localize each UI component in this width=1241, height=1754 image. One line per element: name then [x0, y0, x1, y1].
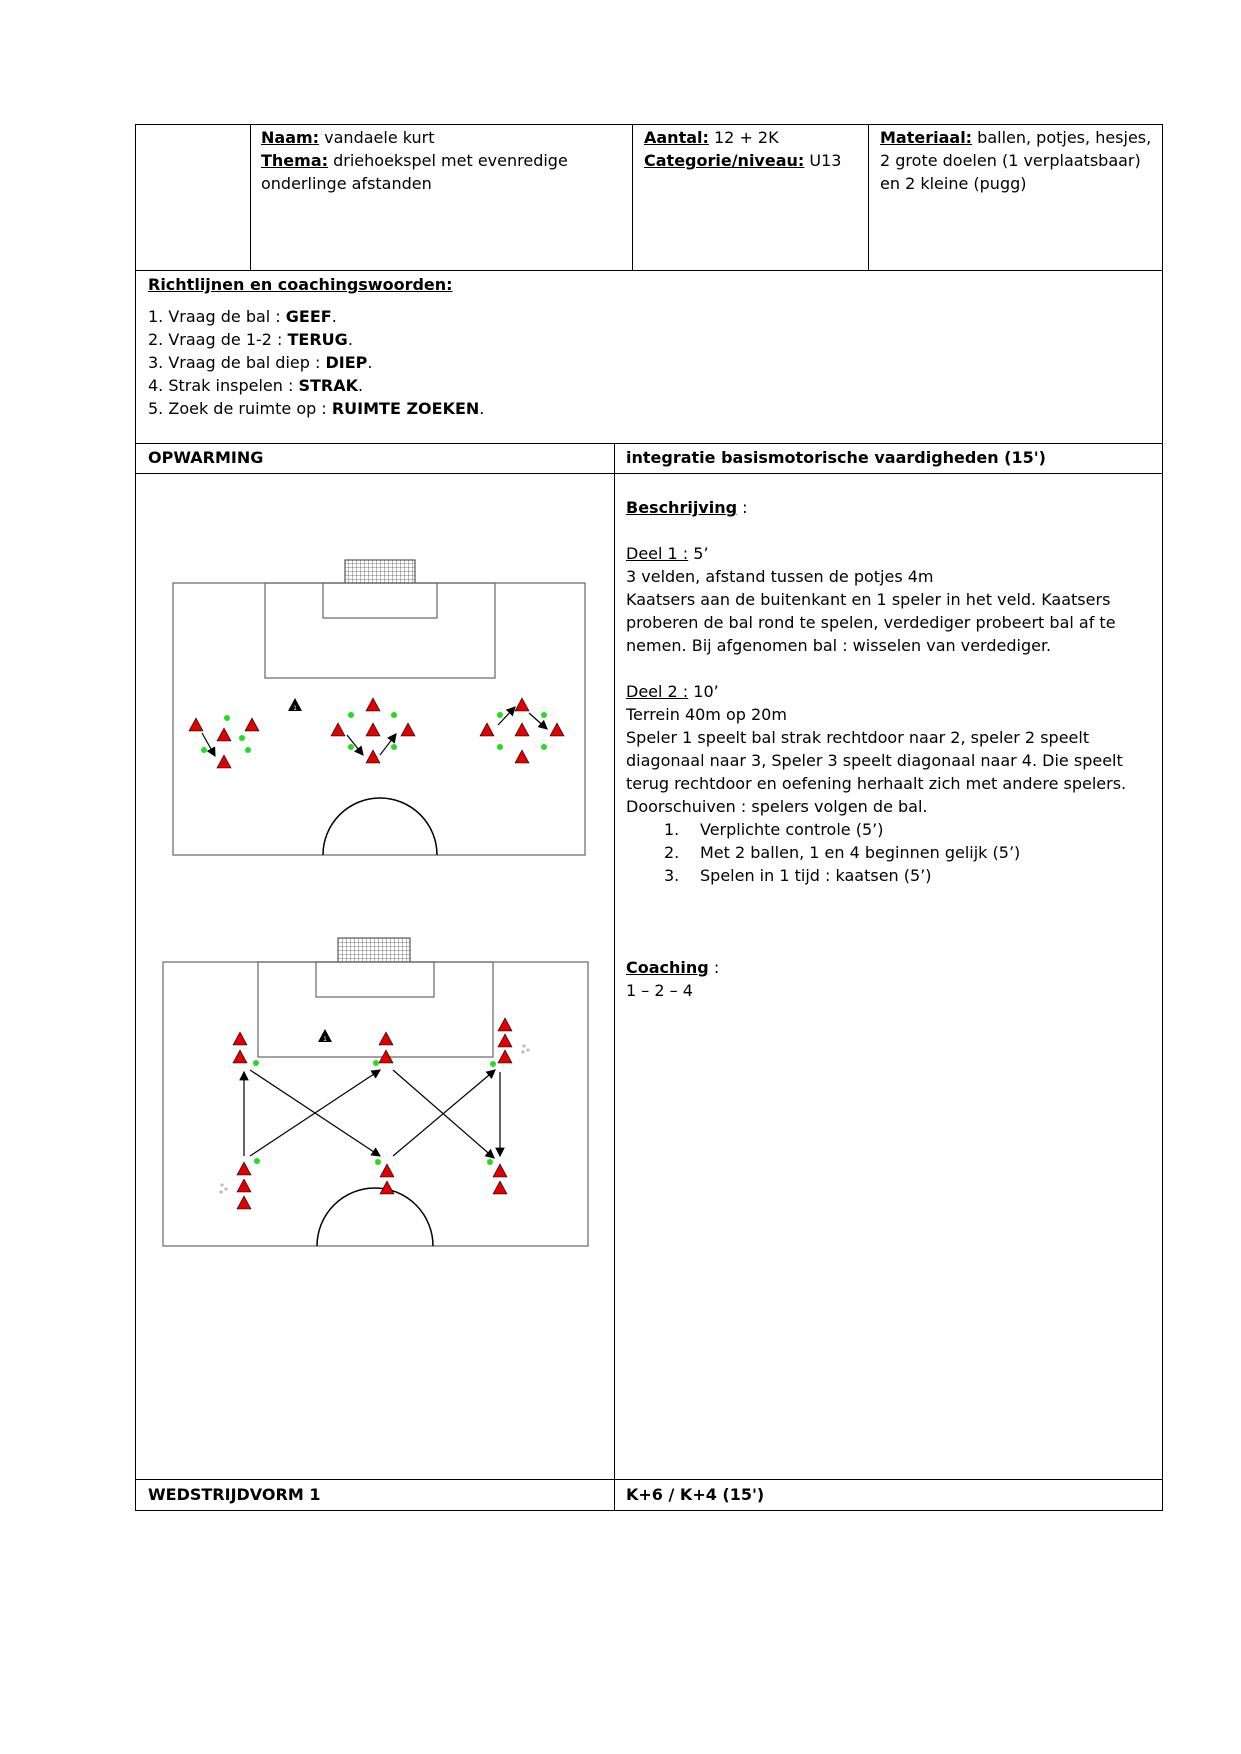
guideline-text: 4. Strak inspelen :	[148, 376, 299, 395]
guideline-keyword: RUIMTE ZOEKEN	[331, 399, 480, 418]
description-colon: :	[737, 498, 748, 517]
table-rule	[135, 443, 1163, 444]
part2-line: Terrein 40m op 20m	[626, 705, 787, 724]
materiaal-label: Materiaal:	[880, 128, 973, 147]
guidelines-section	[148, 273, 1148, 420]
svg-text:1: 1	[323, 1036, 327, 1043]
thema-value: driehoekspel met evenredige onderlinge afstanden	[261, 151, 568, 193]
guideline-end: .	[347, 330, 353, 349]
guideline-end: .	[479, 399, 485, 418]
variants-list: 1. Verplichte controle (5’) 2. Met 2 ballen, 1 en 4 beginnen gelijk (5’) 3. Spelen in 1 tijd : kaatsen (5’)	[664, 820, 1021, 885]
center-circle	[323, 798, 437, 855]
guideline-item	[148, 305, 1148, 328]
materiaal-value: ballen, potjes, hesjes, 2 grote doelen (1 verplaatsbaar) en 2 kleine (pugg)	[880, 128, 1152, 193]
warmup-description	[626, 496, 1156, 1002]
warmup-label: OPWARMING	[148, 448, 264, 467]
guideline-keyword: GEEF	[285, 307, 332, 326]
part2-time: 10’	[688, 682, 719, 701]
coaching-title: Coaching	[626, 958, 709, 977]
guideline-keyword: TERUG	[287, 330, 348, 349]
header-aantal-categorie	[644, 126, 864, 172]
goal-net	[338, 938, 410, 962]
field-outline	[173, 583, 585, 855]
aantal-label: Aantal:	[644, 128, 709, 147]
guidelines-list	[148, 305, 1148, 420]
variant-item: Spelen in 1 tijd : kaatsen (5’)	[700, 866, 932, 885]
cone-column-top-right	[490, 1018, 530, 1067]
svg-text:1: 1	[293, 705, 297, 712]
header-materiaal	[880, 126, 1160, 195]
guideline-item	[148, 328, 1148, 351]
part2-line: Speler 1 speelt bal strak rechtdoor naar 2, speler 2 speelt diagonaal naar 3, Speler 3 speelt diagonaal naar 4. Die speelt terug rechtdoor en oefening herhaalt zich met andere spelers. Doorschuiven : spelers volgen de bal.	[626, 728, 1127, 816]
guideline-item	[148, 397, 1148, 420]
guideline-keyword: STRAK	[298, 376, 358, 395]
goal-area	[323, 583, 437, 618]
categorie-value: U13	[804, 151, 842, 170]
cone-group-2	[331, 698, 415, 763]
guidelines-title: Richtlijnen en coachingswoorden:	[148, 275, 453, 294]
variant-item: Verplichte controle (5’)	[700, 820, 884, 839]
table-rule	[135, 270, 1163, 271]
field-diagram-part1	[160, 555, 600, 865]
guideline-item	[148, 374, 1148, 397]
cone-group-3	[480, 698, 564, 763]
cone-column-top-middle	[373, 1032, 393, 1066]
goal-area	[316, 962, 434, 997]
guideline-text: 3. Vraag de bal diep :	[148, 353, 326, 372]
guideline-text: 1. Vraag de bal :	[148, 307, 286, 326]
guideline-text: 5. Zoek de ruimte op :	[148, 399, 332, 418]
guideline-text: 2. Vraag de 1-2 :	[148, 330, 288, 349]
naam-value: vandaele kurt	[319, 128, 435, 147]
field-diagram-part2	[150, 930, 600, 1250]
cone-column-bottom-right	[487, 1159, 507, 1194]
penalty-area	[258, 962, 493, 1057]
table-rule	[868, 124, 869, 270]
cone-column-bottom-left	[219, 1158, 260, 1209]
guideline-item	[148, 351, 1148, 374]
part1-label: Deel 1 :	[626, 544, 689, 563]
table-rule	[614, 443, 615, 1511]
passing-arrows	[244, 1070, 500, 1158]
defender-marker	[318, 1029, 332, 1043]
guideline-end: .	[357, 376, 364, 395]
header-naam-thema	[261, 126, 627, 195]
warmup-theme: integratie basismotorische vaardigheden (15')	[626, 448, 1046, 467]
match-format: K+6 / K+4 (15')	[626, 1485, 765, 1504]
penalty-area	[265, 583, 495, 678]
guideline-keyword: DIEP	[325, 353, 368, 372]
coaching-text: 1 – 2 – 4	[626, 981, 693, 1000]
table-rule	[250, 124, 251, 270]
variant-item: Met 2 ballen, 1 en 4 beginnen gelijk (5’)	[700, 843, 1021, 862]
aantal-value: 12 + 2K	[708, 128, 779, 147]
match-label: WEDSTRIJDVORM 1	[148, 1485, 321, 1504]
part1-line: Kaatsers aan de buitenkant en 1 speler in het veld. Kaatsers proberen de bal rond te spelen, verdediger probeert bal af te nemen. Bij afgenomen bal : wisselen van verdediger.	[626, 590, 1116, 655]
part2-label: Deel 2 :	[626, 682, 689, 701]
field-outline	[163, 962, 588, 1246]
guideline-end: .	[367, 353, 373, 372]
part1-line: 3 velden, afstand tussen de potjes 4m	[626, 567, 934, 586]
table-border-right	[1162, 124, 1163, 1511]
table-border-left	[135, 124, 136, 1511]
cone-group-1	[189, 715, 259, 768]
categorie-label: Categorie/niveau:	[644, 151, 805, 170]
table-rule	[135, 124, 1163, 125]
naam-label: Naam:	[261, 128, 320, 147]
table-rule	[135, 1479, 1163, 1480]
center-circle	[317, 1188, 433, 1246]
cone-column-top-left	[233, 1032, 259, 1066]
part1-time: 5’	[688, 544, 709, 563]
description-title: Beschrijving	[626, 498, 738, 517]
coaching-colon: :	[708, 958, 720, 977]
table-rule	[135, 1510, 1163, 1511]
goal-net	[345, 560, 415, 583]
guideline-end: .	[331, 307, 337, 326]
thema-label: Thema:	[261, 151, 329, 170]
table-rule	[632, 124, 633, 270]
defender-marker	[288, 698, 302, 712]
table-rule	[135, 473, 1163, 474]
